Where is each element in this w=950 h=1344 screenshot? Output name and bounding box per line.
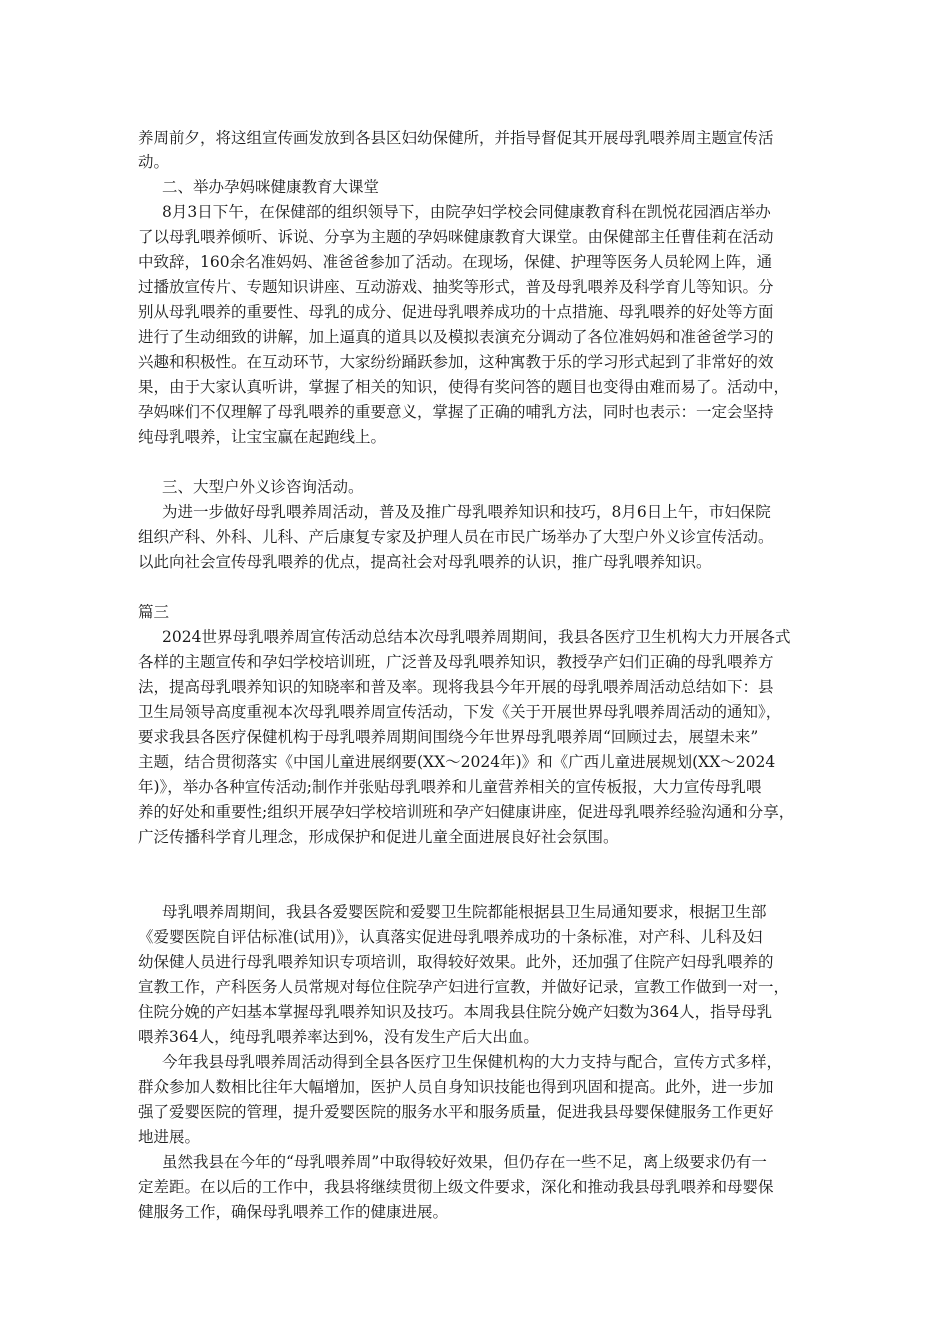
text-line: 2024世界母乳喂养周宣传活动总结本次母乳喂养周期间，我县各医疗卫生机构大力开展各式 <box>162 628 791 646</box>
text-line: 中致辞，160余名准妈妈、准爸爸参加了活动。在现场，保健、护理等医务人员轮网上阵，通 <box>138 253 773 271</box>
text-line: 以此向社会宣传母乳喂养的优点，提高社会对母乳喂养的认识，推广母乳喂养知识。 <box>138 553 712 571</box>
text-line: 养的好处和重要性;组织开展孕妇学校培训班和孕产妇健康讲座，促进母乳喂养经验沟通和分享， <box>138 803 795 821</box>
text-line: 要求我县各医疗保健机构于母乳喂养周期间围绕今年世界母乳喂养周“回顾过去，展望未来” <box>138 728 759 746</box>
text-line: 地进展。 <box>138 1128 201 1146</box>
text-line: 了以母乳喂养倾听、诉说、分享为主题的孕妈咪健康教育大课堂。由保健部主任曹佳莉在活动 <box>138 228 774 246</box>
text-line: 动。 <box>138 153 170 171</box>
text-line: 虽然我县在今年的“母乳喂养周”中取得较好效果，但仍存在一些不足，离上级要求仍有一 <box>162 1153 767 1171</box>
text-line: 今年我县母乳喂养周活动得到全县各医疗卫生保健机构的大力支持与配合，宣传方式多样， <box>162 1053 783 1071</box>
section-heading: 二、举办孕妈咪健康教育大课堂 <box>162 178 380 196</box>
text-line: 住院分娩的产妇基本掌握母乳喂养知识及技巧。本周我县住院分娩产妇数为364人，指导母乳 <box>138 1003 773 1021</box>
text-line: 进行了生动细致的讲解，加上逼真的道具以及模拟表演充分调动了各位准妈妈和准爸爸学习的 <box>138 328 774 346</box>
part-heading: 篇三 <box>138 603 170 621</box>
text-line: 强了爱婴医院的管理，提升爱婴医院的服务水平和服务质量，促进我县母婴保健服务工作更好 <box>138 1103 774 1121</box>
text-line: 各样的主题宣传和孕妇学校培训班，广泛普及母乳喂养知识，教授孕产妇们正确的母乳喂养方 <box>138 653 774 671</box>
text-line: 主题，结合贯彻落实《中国儿童进展纲要(XX～2024年)》和《广西儿童进展规划(XX～2024 <box>138 753 776 771</box>
text-line: 果，由于大家认真听讲，掌握了相关的知识，使得有奖问答的题目也变得由难而易了。活动中， <box>138 378 790 396</box>
text-line: 卫生局领导高度重视本次母乳喂养周宣传活动，下发《关于开展世界母乳喂养周活动的通知》， <box>138 703 782 721</box>
text-line: 法，提高母乳喂养知识的知晓率和普及率。现将我县今年开展的母乳喂养周活动总结如下：县 <box>138 678 774 696</box>
text-line: 喂养364人，纯母乳喂养率达到%，没有发生产后大出血。 <box>138 1028 539 1046</box>
text-line: 《爱婴医院自评估标准(试用)》，认真落实促进母乳喂养成功的十条标准，对产科、儿科及妇 <box>138 928 763 946</box>
section-heading: 三、大型户外义诊咨询活动。 <box>162 478 364 496</box>
text-line: 兴趣和积极性。在互动环节，大家纷纷踊跃参加，这种寓教于乐的学习形式起到了非常好的效 <box>138 353 774 371</box>
text-line: 为进一步做好母乳喂养周活动，普及及推广母乳喂养知识和技巧，8月6日上午，市妇保院 <box>162 503 771 521</box>
text-line: 群众参加人数相比往年大幅增加，医护人员自身知识技能也得到巩固和提高。此外，进一步加 <box>138 1078 774 1096</box>
text-line: 组织产科、外科、儿科、产后康复专家及护理人员在市民广场举办了大型户外义诊宣传活动。 <box>138 528 774 546</box>
text-line: 8月3日下午，在保健部的组织领导下，由院孕妇学校会同健康教育科在凯悦花园酒店举办 <box>162 203 771 221</box>
text-line: 孕妈咪们不仅理解了母乳喂养的重要意义，掌握了正确的哺乳方法，同时也表示：一定会坚持 <box>138 403 774 421</box>
text-line: 过播放宣传片、专题知识讲座、互动游戏、抽奖等形式，普及母乳喂养及科学育儿等知识。分 <box>138 278 774 296</box>
text-line: 幼保健人员进行母乳喂养知识专项培训，取得较好效果。此外，还加强了住院产妇母乳喂养的 <box>138 953 774 971</box>
text-line: 宣教工作，产科医务人员常规对每位住院孕产妇进行宣教，并做好记录，宣教工作做到一对一， <box>138 978 790 996</box>
text-line: 健服务工作，确保母乳喂养工作的健康进展。 <box>138 1203 449 1221</box>
text-line: 广泛传播科学育儿理念，形成保护和促进儿童全面进展良好社会氛围。 <box>138 828 619 846</box>
text-line: 纯母乳喂养，让宝宝赢在起跑线上。 <box>138 428 387 446</box>
text-line: 母乳喂养周期间，我县各爱婴医院和爱婴卫生院都能根据县卫生局通知要求，根据卫生部 <box>162 903 767 921</box>
text-line: 别从母乳喂养的重要性、母乳的成分、促进母乳喂养成功的十点措施、母乳喂养的好处等方面 <box>138 303 774 321</box>
text-line: 年)》，举办各种宣传活动;制作并张贴母乳喂养和儿童营养相关的宣传板报，大力宣传母乳喂 <box>138 778 762 796</box>
text-line: 定差距。在以后的工作中，我县将继续贯彻上级文件要求，深化和推动我县母乳喂养和母婴保 <box>138 1178 774 1196</box>
text-line: 养周前夕，将这组宣传画发放到各县区妇幼保健所，并指导督促其开展母乳喂养周主题宣传活 <box>138 129 774 147</box>
